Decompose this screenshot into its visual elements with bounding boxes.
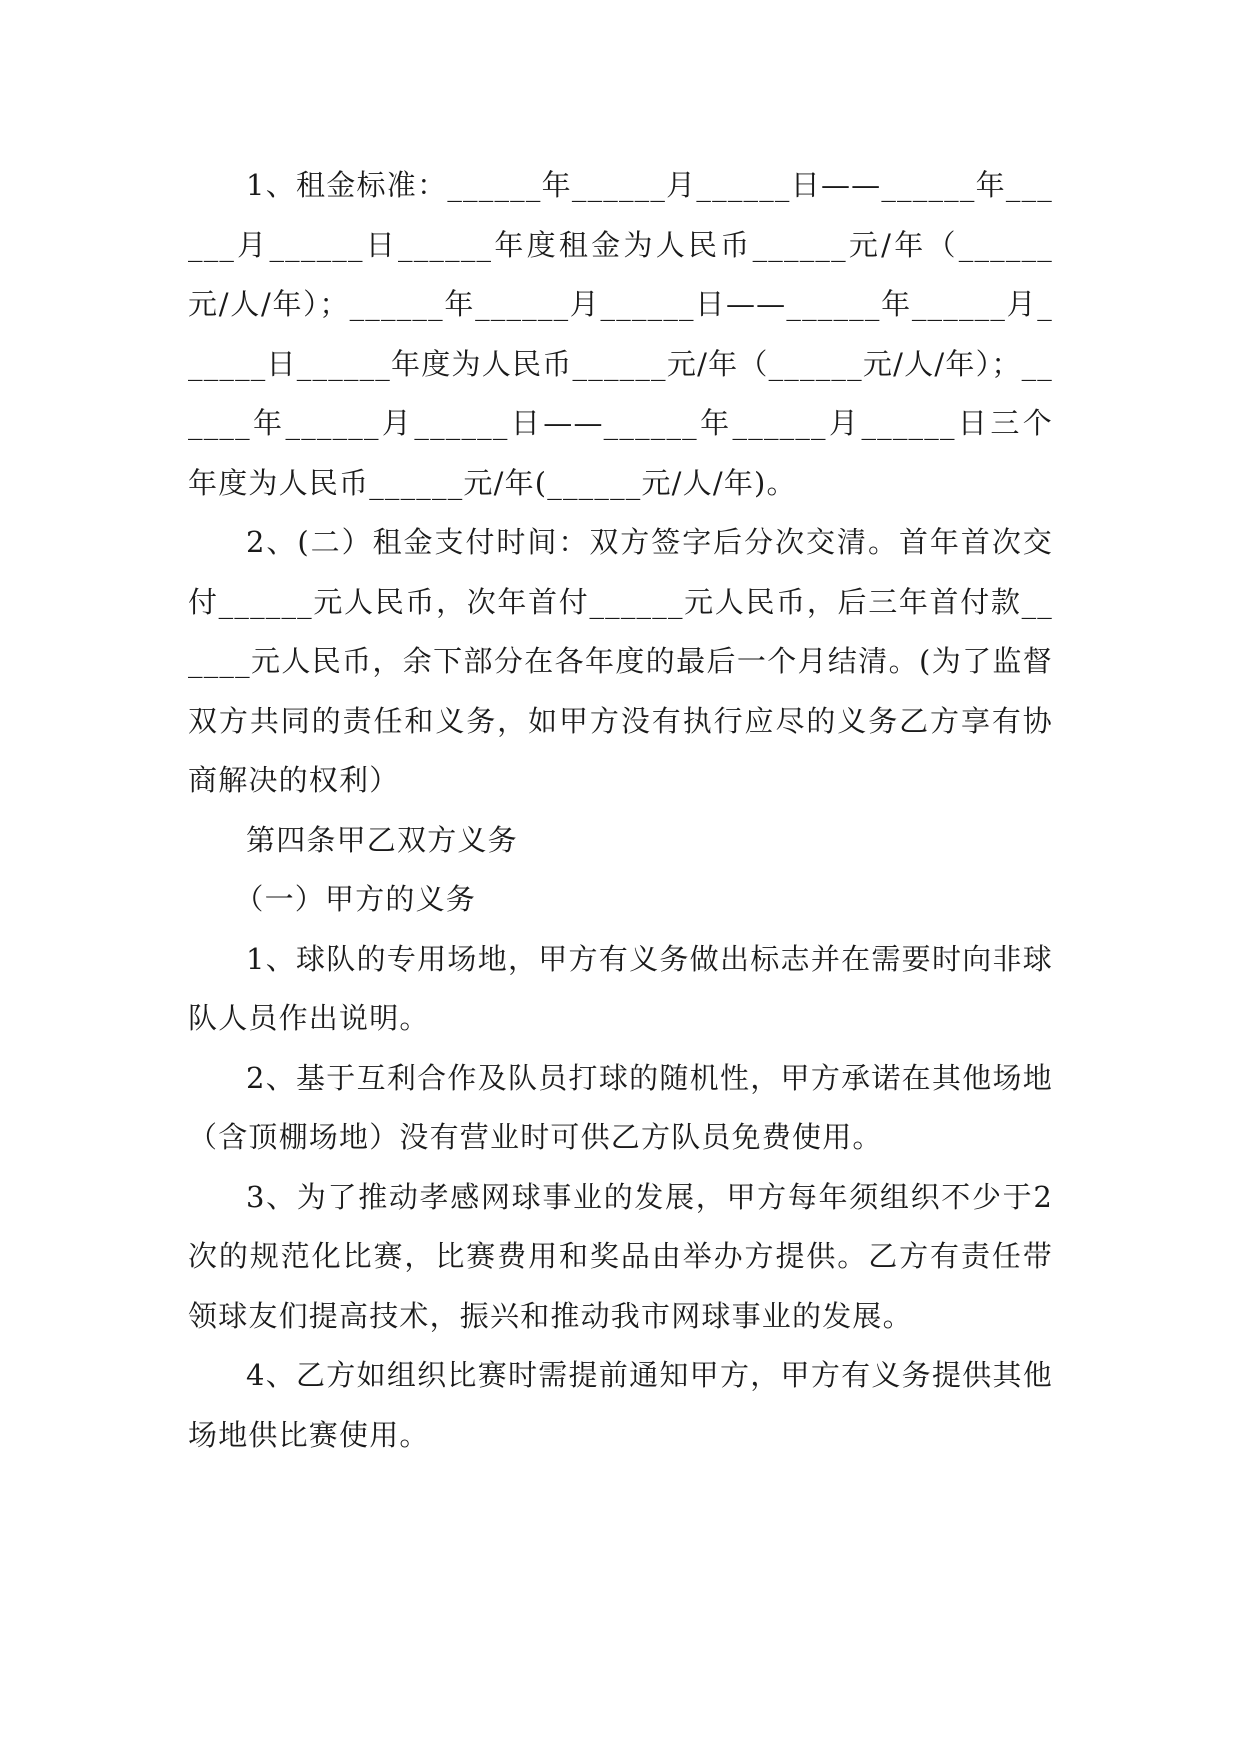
party-a-obligation-3: 3、为了推动孝感网球事业的发展，甲方每年须组织不少于2次的规范化比赛，比赛费用和奖品由举办方提供。乙方有责任带领球友们提高技术，振兴和推动我市网球事业的发展。 bbox=[188, 1179, 1053, 1333]
paragraph-rent-payment-time: 2、(二）租金支付时间：双方签字后分次交清。首年首次交付______元人民币，次年首付______元人民币，后三年首付款______元人民币，余下部分在各年度的最后一个月结清。(为了监督双方共同的责任和义务，如甲方没有执行应尽的义务乙方享有协商解决的权利） bbox=[188, 525, 1053, 797]
document-body bbox=[188, 156, 1053, 1465]
party-a-obligation-1: 1、球队的专用场地，甲方有义务做出标志并在需要时向非球队人员作出说明。 bbox=[188, 941, 1053, 1035]
party-a-obligations-heading: （一）甲方的义务 bbox=[234, 882, 476, 916]
paragraph-rent-standard: 1、租金标准：______年______月______日——______年______月______日______年度租金为人民币______元/年（______元/人/年）；______年______月______日——______年______月______日______年度为人民币______元/年（______元/人/年）；______年______月______日——______年______月______日三个年度为人民币______元/年(______元/人/年)。 bbox=[188, 168, 1053, 500]
article-four-heading: 第四条甲乙双方义务 bbox=[246, 822, 518, 857]
party-a-obligation-4: 4、乙方如组织比赛时需提前通知甲方，甲方有义务提供其他场地供比赛使用。 bbox=[188, 1358, 1053, 1452]
party-a-obligation-2: 2、基于互利合作及队员打球的随机性，甲方承诺在其他场地（含顶棚场地）没有营业时可供乙方队员免费使用。 bbox=[188, 1060, 1053, 1154]
